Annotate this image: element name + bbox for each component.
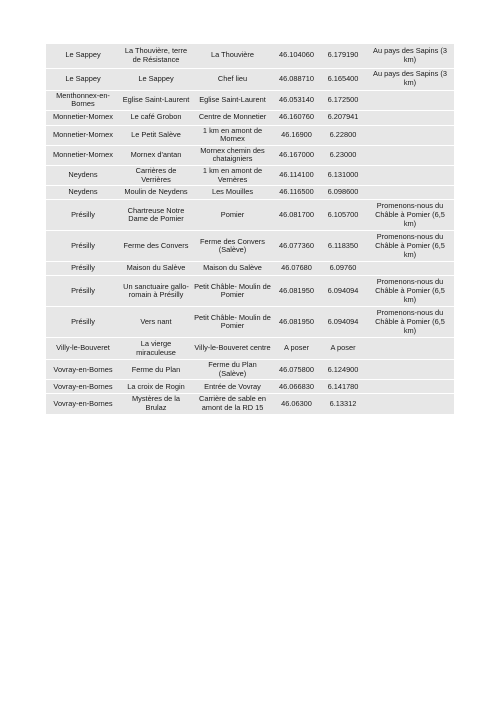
location-cell: La Thouvière: [192, 44, 273, 68]
longitude-cell: 6.172500: [320, 90, 366, 110]
commune-cell: Présilly: [46, 276, 120, 307]
site-cell: Chartreuse Notre Dame de Pomier: [120, 200, 192, 231]
walk-cell: Promenons-nous du Châble à Pomier (6,5 km): [366, 231, 454, 262]
commune-cell: Le Sappey: [46, 68, 120, 90]
latitude-cell: 46.077360: [273, 231, 320, 262]
table-row: [46, 262, 454, 276]
commune-cell: Villy-le-Bouveret: [46, 338, 120, 360]
longitude-cell: 6.124900: [320, 360, 366, 380]
latitude-cell: 46.16900: [273, 125, 320, 145]
site-cell: Un sanctuaire gallo-romain à Présilly: [120, 276, 192, 307]
walk-cell: [366, 262, 454, 276]
latitude-cell: 46.075800: [273, 360, 320, 380]
walk-cell: [366, 360, 454, 380]
location-cell: Ferme des Convers (Salève): [192, 231, 273, 262]
site-cell: Mornex d'antan: [120, 145, 192, 165]
site-cell: Le Petit Salève: [120, 125, 192, 145]
latitude-cell: 46.160760: [273, 110, 320, 125]
site-cell: La croix de Rogin: [120, 380, 192, 394]
longitude-cell: 6.118350: [320, 231, 366, 262]
table-row: [46, 200, 454, 231]
walk-cell: Promenons-nous du Châble à Pomier (6,5 km): [366, 276, 454, 307]
commune-cell: Vovray-en-Bornes: [46, 380, 120, 394]
longitude-cell: 6.165400: [320, 68, 366, 90]
location-cell: Maison du Salève: [192, 262, 273, 276]
longitude-cell: 6.23000: [320, 145, 366, 165]
commune-cell: Le Sappey: [46, 44, 120, 68]
commune-cell: Présilly: [46, 200, 120, 231]
latitude-cell: 46.06300: [273, 394, 320, 414]
location-cell: Entrée de Vovray: [192, 380, 273, 394]
site-cell: Le café Grobon: [120, 110, 192, 125]
table-row: [46, 145, 454, 165]
location-cell: Petit Châble- Moulin de Pomier: [192, 307, 273, 338]
longitude-cell: 6.09760: [320, 262, 366, 276]
walk-cell: Promenons-nous du Châble à Pomier (6,5 km): [366, 307, 454, 338]
walk-cell: [366, 90, 454, 110]
site-cell: Eglise Saint-Laurent: [120, 90, 192, 110]
site-cell: Carrières de Verrières: [120, 166, 192, 186]
site-cell: Mystères de la Brulaz: [120, 394, 192, 414]
walk-cell: [366, 125, 454, 145]
table-row: [46, 307, 454, 338]
site-cell: La Thouvière, terre de Résistance: [120, 44, 192, 68]
sites-table-container: [46, 44, 454, 415]
longitude-cell: 6.13312: [320, 394, 366, 414]
longitude-cell: 6.094094: [320, 307, 366, 338]
latitude-cell: 46.104060: [273, 44, 320, 68]
walk-cell: [366, 110, 454, 125]
walk-cell: [366, 166, 454, 186]
site-cell: Ferme des Convers: [120, 231, 192, 262]
walk-cell: [366, 338, 454, 360]
walk-cell: Promenons-nous du Châble à Pomier (6,5 km): [366, 200, 454, 231]
site-cell: Le Sappey: [120, 68, 192, 90]
site-cell: Ferme du Plan: [120, 360, 192, 380]
walk-cell: [366, 145, 454, 165]
longitude-cell: 6.141780: [320, 380, 366, 394]
commune-cell: Menthonnex-en-Bornes: [46, 90, 120, 110]
commune-cell: Vovray-en-Bornes: [46, 394, 120, 414]
latitude-cell: 46.081950: [273, 276, 320, 307]
site-cell: La vierge miraculeuse: [120, 338, 192, 360]
location-cell: Villy-le-Bouveret centre: [192, 338, 273, 360]
latitude-cell: 46.167000: [273, 145, 320, 165]
table-row: [46, 68, 454, 90]
table-row: [46, 44, 454, 68]
site-cell: Moulin de Neydens: [120, 186, 192, 200]
table-row: [46, 90, 454, 110]
table-row: [46, 360, 454, 380]
walk-cell: [366, 186, 454, 200]
location-cell: Centre de Monnetier: [192, 110, 273, 125]
table-row: [46, 380, 454, 394]
latitude-cell: 46.066830: [273, 380, 320, 394]
commune-cell: Neydens: [46, 166, 120, 186]
longitude-cell: 6.131000: [320, 166, 366, 186]
sites-table: [46, 44, 454, 415]
location-cell: Les Mouilles: [192, 186, 273, 200]
location-cell: Pomier: [192, 200, 273, 231]
commune-cell: Présilly: [46, 307, 120, 338]
commune-cell: Présilly: [46, 262, 120, 276]
table-row: [46, 110, 454, 125]
commune-cell: Neydens: [46, 186, 120, 200]
location-cell: Eglise Saint-Laurent: [192, 90, 273, 110]
longitude-cell: A poser: [320, 338, 366, 360]
table-row: [46, 166, 454, 186]
table-row: [46, 231, 454, 262]
latitude-cell: 46.081700: [273, 200, 320, 231]
table-row: [46, 338, 454, 360]
latitude-cell: 46.081950: [273, 307, 320, 338]
site-cell: Vers nant: [120, 307, 192, 338]
latitude-cell: 46.114100: [273, 166, 320, 186]
longitude-cell: 6.105700: [320, 200, 366, 231]
walk-cell: Au pays des Sapins (3 km): [366, 68, 454, 90]
table-row: [46, 276, 454, 307]
table-row: [46, 394, 454, 414]
table-row: [46, 125, 454, 145]
commune-cell: Présilly: [46, 231, 120, 262]
location-cell: Mornex chemin des chataigniers: [192, 145, 273, 165]
commune-cell: Vovray-en-Bornes: [46, 360, 120, 380]
location-cell: Chef lieu: [192, 68, 273, 90]
location-cell: 1 km en amont de Vernères: [192, 166, 273, 186]
longitude-cell: 6.207941: [320, 110, 366, 125]
longitude-cell: 6.094094: [320, 276, 366, 307]
site-cell: Maison du Salève: [120, 262, 192, 276]
table-row: [46, 186, 454, 200]
location-cell: Carrière de sable en amont de la RD 15: [192, 394, 273, 414]
latitude-cell: 46.053140: [273, 90, 320, 110]
commune-cell: Monnetier-Mornex: [46, 110, 120, 125]
latitude-cell: 46.116500: [273, 186, 320, 200]
walk-cell: [366, 394, 454, 414]
longitude-cell: 6.22800: [320, 125, 366, 145]
longitude-cell: 6.098600: [320, 186, 366, 200]
location-cell: Petit Châble- Moulin de Pomier: [192, 276, 273, 307]
longitude-cell: 6.179190: [320, 44, 366, 68]
commune-cell: Monnetier-Mornex: [46, 145, 120, 165]
location-cell: 1 km en amont de Mornex: [192, 125, 273, 145]
latitude-cell: A poser: [273, 338, 320, 360]
walk-cell: [366, 380, 454, 394]
commune-cell: Monnetier-Mornex: [46, 125, 120, 145]
latitude-cell: 46.07680: [273, 262, 320, 276]
location-cell: Ferme du Plan (Salève): [192, 360, 273, 380]
walk-cell: Au pays des Sapins (3 km): [366, 44, 454, 68]
latitude-cell: 46.088710: [273, 68, 320, 90]
